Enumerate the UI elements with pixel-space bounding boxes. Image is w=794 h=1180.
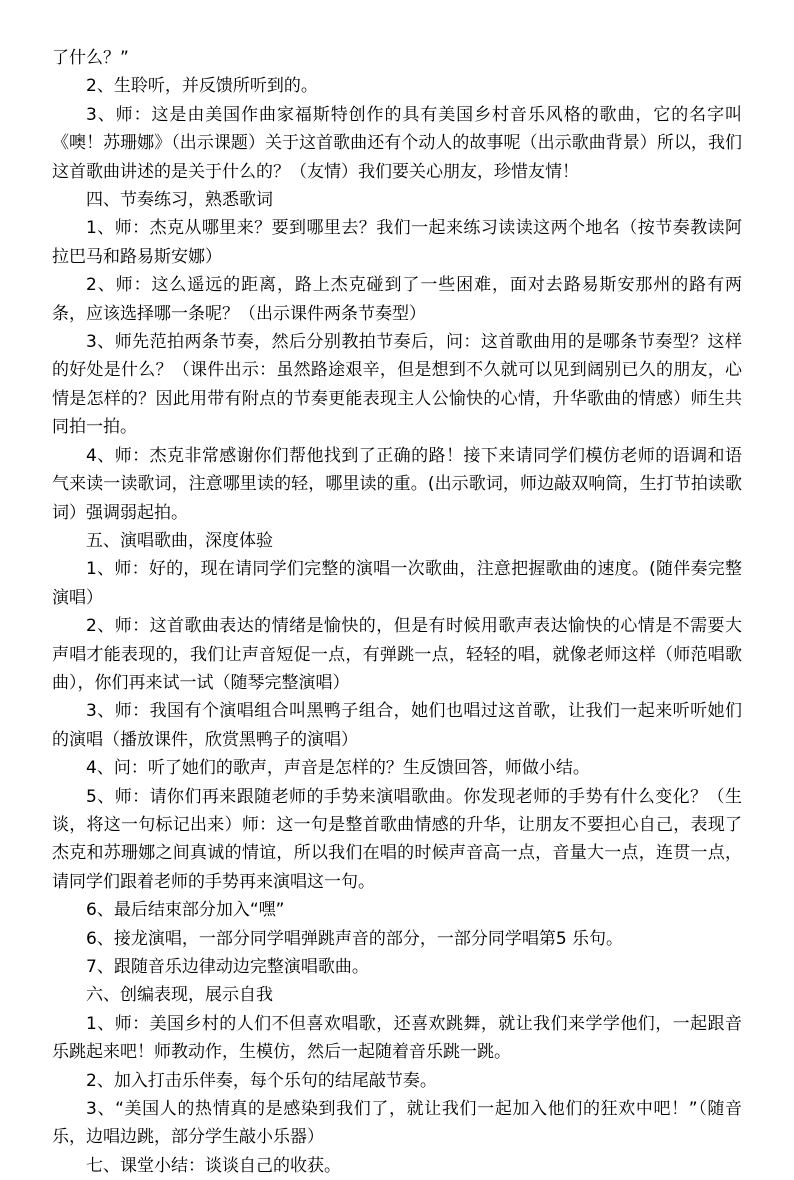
paragraph-step: 3、师：我国有个演唱组合叫黑鸭子组合，她们也唱过这首歌，让我们一起来听听她们的演唱（播放课件，欣赏黑鸭子的演唱） [52,701,742,750]
section-heading: 六、创编表现，展示自我 [86,985,273,1006]
paragraph-step: 6、最后结束部分加入“嘿” [86,900,285,921]
section-heading: 五、演唱歌曲，深度体验 [86,530,273,551]
paragraph-step: 7、跟随音乐边律动边完整演唱歌曲。 [86,957,369,977]
paragraph-step: 6、接龙演唱，一部分同学唱弹跳声音的部分，一部分同学唱第5 乐句。 [86,928,624,949]
paragraph-step: 1、师：杰克从哪里来？要到哪里去？我们一起来练习读读这两个地名（按节奏教读阿拉巴马和路易斯安娜） [52,218,742,267]
paragraph-step: 1、师：美国乡村的人们不但喜欢唱歌，还喜欢跳舞，就让我们来学学他们，一起跟音乐跳起来吧！师教动作，生模仿，然后一起随着音乐跳一跳。 [52,1013,742,1063]
section-heading: 七、课堂小结：谈谈自己的收获。 [86,1155,341,1176]
document-body [52,44,742,1180]
section-heading: 四、节奏练习，熟悉歌词 [86,190,273,211]
paragraph-continuation: 了什么？” [52,48,129,68]
paragraph-step: 5、师：请你们再来跟随老师的手势来演唱歌曲。你发现老师的手势有什么变化？（生谈，将这一句标记出来）师：这一句是整首歌曲情感的升华，让朋友不要担心自己，表现了杰克和苏珊娜之间真诚的情谊，所以我们在唱的时候声音高一点，音量大一点，连贯一点，请同学们跟着老师的手势再来演唱这一句。 [52,786,742,892]
paragraph-step: 2、生聆听，并反馈所听到的。 [86,76,318,97]
paragraph-step: 2、加入打击乐伴奏，每个乐句的结尾敲节奏。 [86,1070,437,1091]
paragraph-step: 3、师：这是由美国作曲家福斯特创作的具有美国乡村音乐风格的歌曲，它的名字叫《噢！苏珊娜》（出示课题）关于这首歌曲还有个动人的故事呢（出示歌曲背景）所以，我们这首歌曲讲述的是关于什么的？（友情）我们要关心朋友，珍惜友情！ [52,104,742,182]
paragraph-step: 2、师：这首歌曲表达的情绪是愉快的，但是有时候用歌声表达愉快的心情是不需要大声唱才能表现的，我们让声音短促一点，有弹跳一点，轻轻的唱，就像老师这样（师范唱歌曲），你们再来试一试（随琴完整演唱） [52,616,742,693]
paragraph-step: 2、师：这么遥远的距离，路上杰克碰到了一些困难，面对去路易斯安那州的路有两条，应该选择哪一条呢？（出示课件两条节奏型） [52,275,742,324]
paragraph-step: 3、“美国人的热情真的是感染到我们了，就让我们一起加入他们的狂欢中吧！”（随音乐，边唱边跳，部分学生敲小乐器） [52,1099,742,1148]
paragraph-step: 1、师：好的，现在请同学们完整的演唱一次歌曲，注意把握歌曲的速度。(随伴奏完整演唱） [52,559,742,608]
paragraph-step: 4、师：杰克非常感谢你们帮他找到了正确的路！接下来请同学们模仿老师的语调和语气来读一读歌词，注意哪里读的轻，哪里读的重。(出示歌词，师边敲双响筒，生打节拍读歌词）强调弱起拍。 [52,445,742,523]
paragraph-step: 4、问：听了她们的歌声，声音是怎样的？生反馈回答，师做小结。 [86,758,590,779]
paragraph-step: 3、师先范拍两条节奏，然后分别教拍节奏后，问：这首歌曲用的是哪条节奏型？这样的好处是什么？（课件出示：虽然路途艰辛，但是想到不久就可以见到阔别已久的朋友，心情是怎样的？因此用带有附点的节奏更能表现主人公愉快的心情，升华歌曲的情感）师生共同拍一拍。 [52,332,742,438]
